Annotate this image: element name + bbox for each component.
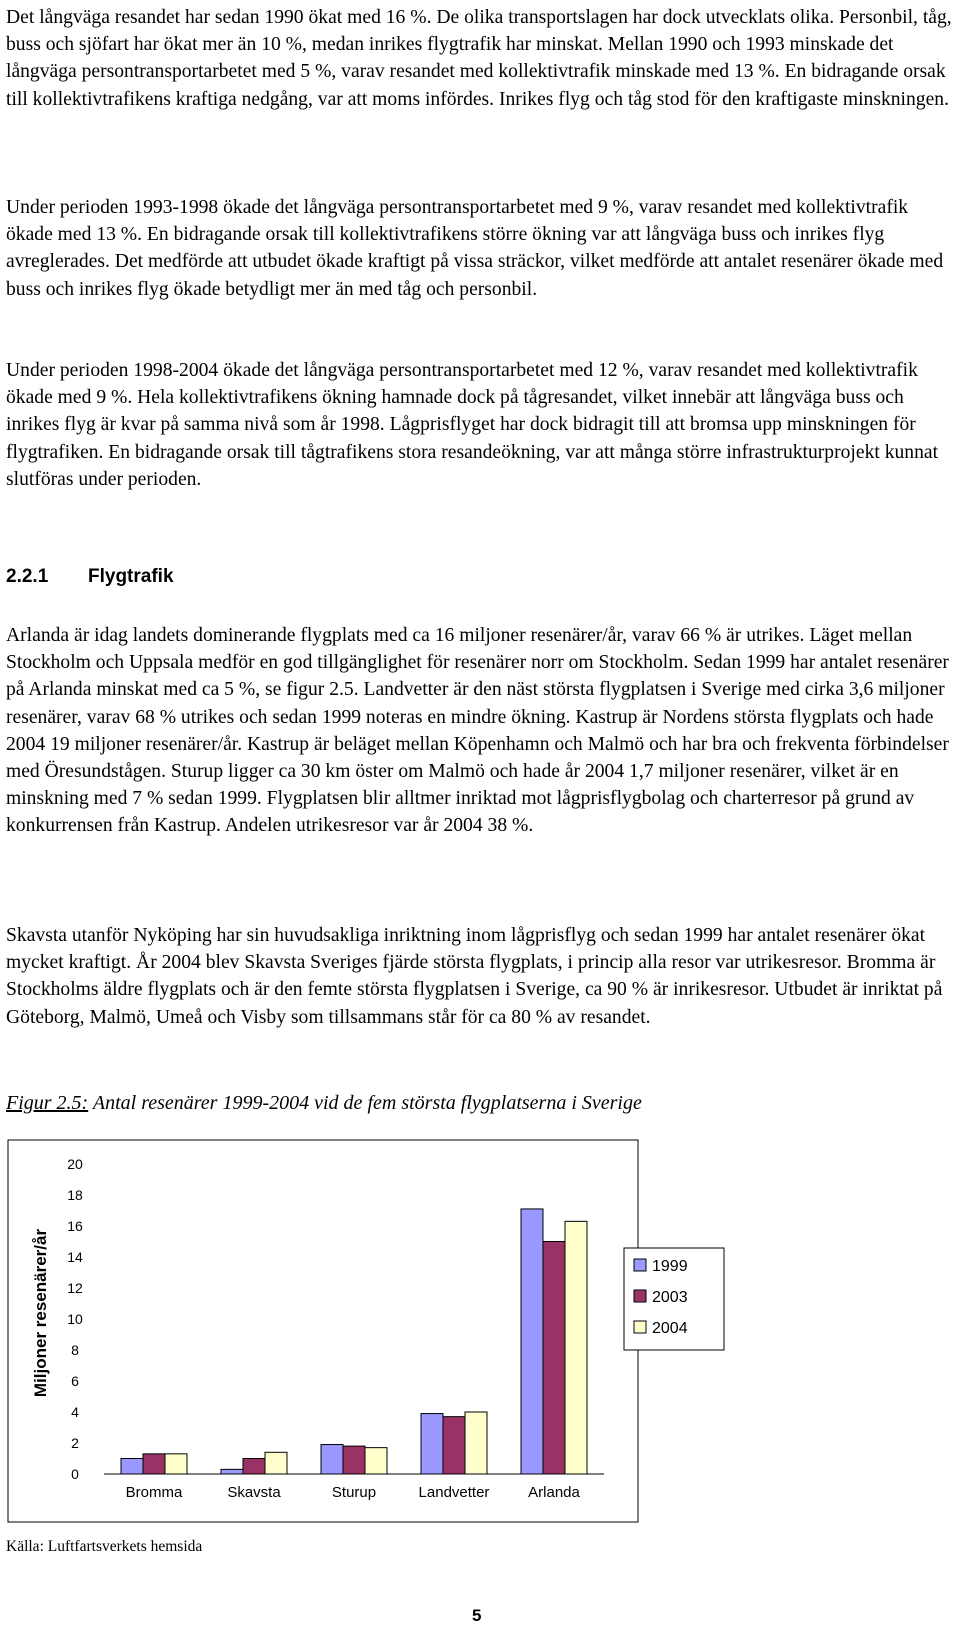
legend-swatch-2003 [634, 1290, 646, 1302]
y-tick-label: 2 [71, 1435, 79, 1451]
arlanda-paragraph: Arlanda är idag landets dominerande flygplats med ca 16 miljoner resenärer/år, varav 66 % är utrikes. Läget mellan Stockholm och Uppsala medför en god tillgänglighet för resenärer norr om Stockholm. Sedan 1999 har antalet resenärer på Arlanda minskat med ca 5 %, se figur 2.5. Landvetter är den näst största flygplatsen i Sverige med cirka 3,6 miljoner resenärer, varav 68 % utrikes och sedan 1999 noteras en mindre ökning. Kastrup är Nordens största flygplats och hade 2004 19 miljoner resenärer/år. Kastrup är beläget mellan Köpenhamn och Malmö och har bra och frekventa förbindelser med Öresundstågen. Sturup ligger ca 30 km öster om Malmö och hade år 2004 1,7 miljoner resenärer, vilket är en minskning med 7 % sedan 1999. Flygplatsen blir alltmer inriktad mot lågprisflygbolag och charterresor på grund av konkurrensen från Kastrup. Andelen utrikesresor var år 2004 38 %. [6, 625, 949, 837]
bar-sturup-2004 [365, 1448, 387, 1474]
legend [634, 1258, 688, 1337]
bar-landvetter-2003 [443, 1417, 465, 1474]
legend-swatch-1999 [634, 1259, 646, 1271]
bar-landvetter-2004 [465, 1412, 487, 1474]
y-axis-label: Miljoner resenärer/år [31, 1228, 50, 1398]
y-tick-labels [67, 1156, 83, 1482]
source-note: Källa: Luftfartsverkets hemsida [6, 1538, 203, 1555]
period-1993-1998-paragraph: Under perioden 1993-1998 ökade det långväga persontransportarbetet med 9 %, varav resandet med kollektivtrafik ökade med 13 %. En bidragande orsak till kollektivtrafikens större ökning var att långväga buss och inrikes flyg avreglerades. Det medförde att utbudet ökade kraftigt på vissa sträckor, vilket medförde att antalet resenärer ökade med buss och inrikes flyg ökade betydligt mer än med tåg och personbil. [6, 197, 944, 300]
y-tick-label: 8 [71, 1342, 79, 1358]
bar-bromma-2003 [143, 1454, 165, 1474]
bar-arlanda-2004 [565, 1221, 587, 1474]
x-tick-label: Arlanda [528, 1484, 580, 1501]
y-tick-label: 0 [71, 1466, 79, 1482]
period-1998-2004-paragraph: Under perioden 1998-2004 ökade det långväga persontransportarbetet med 12 %, varav resandet med kollektivtrafik ökade med 9 %. Hela kollektivtrafikens ökning hamnade dock på tågresandet, vilket innebär att långväga buss och inrikes flyg är kvar på samma nivå som år 1998. Lågprisflyget har dock bidragit till att bromsa upp minskningen för flygtrafiken. En bidragande orsak till tågtrafikens stora resandeökning, var att många större infrastrukturprojekt kunnat slutföras under perioden. [6, 360, 939, 490]
page-number: 5 [472, 1606, 482, 1625]
section-number: 2.2.1 [6, 566, 49, 587]
x-tick-label: Sturup [331, 1484, 377, 1501]
y-tick-label: 12 [67, 1280, 83, 1296]
y-tick-label: 14 [67, 1249, 83, 1265]
bar-arlanda-2003 [543, 1242, 565, 1475]
legend-swatch-2004 [634, 1321, 646, 1333]
y-tick-label: 10 [67, 1311, 83, 1327]
bar-skavsta-1999 [221, 1469, 243, 1474]
x-tick-label: Skavsta [227, 1484, 281, 1501]
y-tick-label: 4 [71, 1404, 79, 1420]
legend-label-1999: 1999 [652, 1258, 688, 1275]
figure-label: Figur 2.5: [6, 1092, 89, 1114]
bar-skavsta-2003 [243, 1459, 265, 1475]
section-title: Flygtrafik [88, 566, 174, 587]
skavsta-bromma-paragraph: Skavsta utanför Nyköping har sin huvudsakliga inriktning inom lågprisflyg och sedan 1999 har antalet resenärer ökat mycket kraftigt. År 2004 blev Skavsta Sveriges fjärde största flygplats, i princip alla resor var utrikesresor. Bromma är Stockholms äldre flygplats och är den femte största flygplatsen i Sverige, ca 90 % är inrikesresor. Utbudet är inriktat på Göteborg, Malmö, Umeå och Visby som tillsammans står för ca 80 % av resandet. [6, 925, 943, 1028]
legend-label-2004: 2004 [652, 1320, 688, 1337]
bar-bromma-1999 [121, 1459, 143, 1475]
bar-bromma-2004 [165, 1454, 187, 1474]
bar-arlanda-1999 [521, 1209, 543, 1474]
bar-landvetter-1999 [421, 1414, 443, 1474]
y-tick-label: 18 [67, 1187, 83, 1203]
figure-caption-text: Antal resenärer 1999-2004 vid de fem största flygplatserna i Sverige [88, 1092, 642, 1114]
legend-label-2003: 2003 [652, 1289, 688, 1306]
bars-layer [121, 1209, 587, 1474]
x-tick-label: Bromma [125, 1484, 183, 1501]
bar-sturup-2003 [343, 1446, 365, 1474]
y-tick-label: 16 [67, 1218, 83, 1234]
x-tick-labels [126, 1484, 581, 1501]
bar-sturup-1999 [321, 1445, 343, 1474]
intro-paragraph: Det långväga resandet har sedan 1990 ökat med 16 %. De olika transportslagen har dock utvecklats olika. Personbil, tåg, buss och sjöfart har ökat mer än 10 %, medan inrikes flygtrafik har minskat. Mellan 1990 och 1993 minskade det långväga persontransportarbetet med 5 %, varav resandet med kollektivtrafik minskade med 13 %. En bidragande orsak till kollektivtrafikens kraftiga nedgång, var att moms infördes. Inrikes flyg och tåg stod för den kraftigaste minskningen. [6, 7, 952, 110]
y-tick-label: 6 [71, 1373, 79, 1389]
y-tick-label: 20 [67, 1156, 83, 1172]
bar-skavsta-2004 [265, 1452, 287, 1474]
x-tick-label: Landvetter [418, 1484, 490, 1501]
